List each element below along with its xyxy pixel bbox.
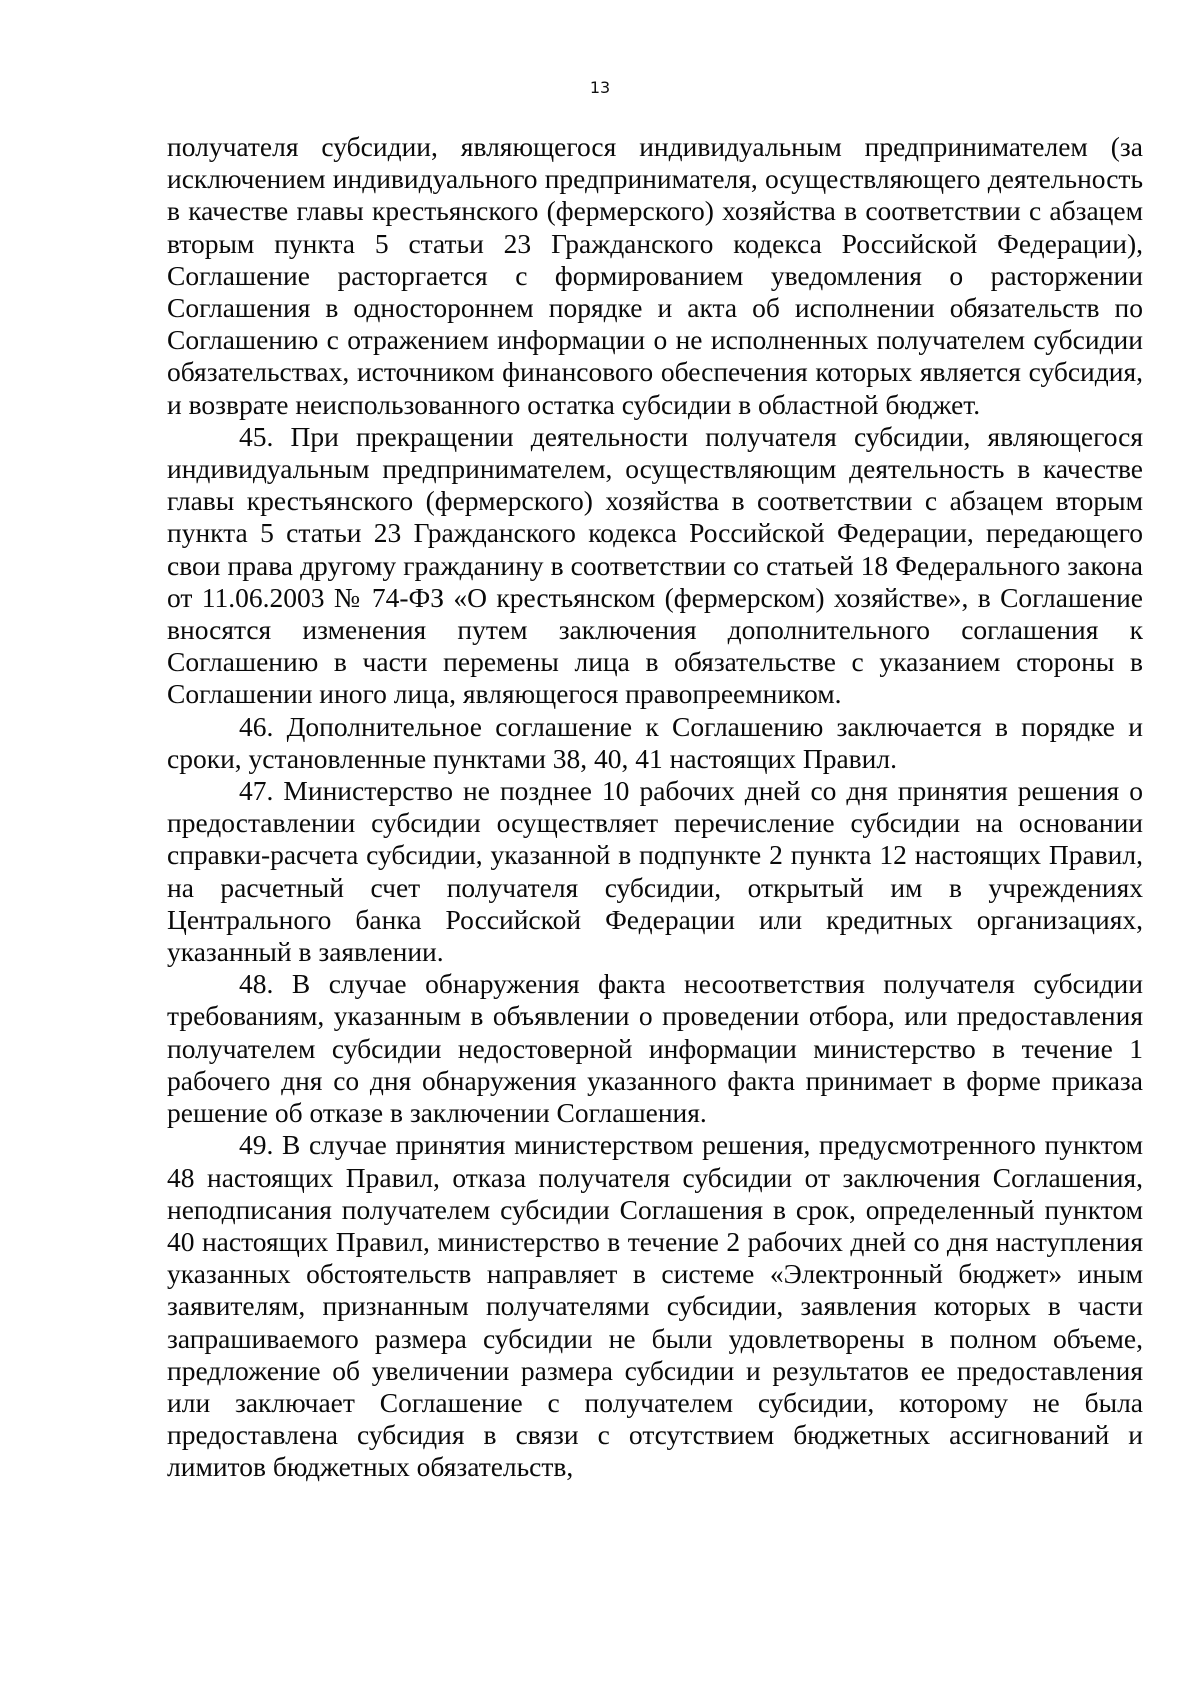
paragraph-45: 45. При прекращении деятельности получателя субсидии, являющегося индивидуальным предпринимателем, осуществляющим деятельность в качестве главы крестьянского (фермерского) хозяйства в соответствии с абзацем вторым пункта 5 статьи 23 Гражданского кодекса Российской Федерации, передающего свои права другому гражданину в соответствии со статьей 18 Федерального закона от 11.06.2003 № 74-ФЗ «О крестьянском (фермерском) хозяйстве», в Соглашение вносятся изменения путем заключения дополнительного соглашения к Соглашению в части перемены лица в обязательстве с указанием стороны в Соглашении иного лица, являющегося правопреемником. [167,420,1143,710]
document-body [167,131,1143,1484]
paragraph-47: 47. Министерство не позднее 10 рабочих дней со дня принятия решения о предоставлении субсидии осуществляет перечисление субсидии на основании справки-расчета субсидии, указанной в подпункте 2 пункта 12 настоящих Правил, на расчетный счет получателя субсидии, открытый им в учреждениях Центрального банка Российской Федерации или кредитных организациях, указанный в заявлении. [167,775,1143,968]
paragraph-49: 49. В случае принятия министерством решения, предусмотренного пунктом 48 настоящих Правил, отказа получателя субсидии от заключения Соглашения, неподписания получателем субсидии Соглашения в срок, определенный пунктом 40 настоящих Правил, министерство в течение 2 рабочих дней со дня наступления указанных обстоятельств направляет в системе «Электронный бюджет» иным заявителям, признанным получателями субсидии, заявления которых в части запрашиваемого размера субсидии не были удовлетворены в полном объеме, предложение об увеличении размера субсидии и результатов ее предоставления или заключает Соглашение с получателем субсидии, которому не была предоставлена субсидия в связи с отсутствием бюджетных ассигнований и лимитов бюджетных обязательств, [167,1129,1143,1483]
paragraph-continuation: получателя субсидии, являющегося индивидуальным предпринимателем (за исключением индивидуального предпринимателя, осуществляющего деятельность в качестве главы крестьянского (фермерского) хозяйства в соответствии с абзацем вторым пункта 5 статьи 23 Гражданского кодекса Российской Федерации), Соглашение расторгается с формированием уведомления о расторжении Соглашения в одностороннем порядке и акта об исполнении обязательств по Соглашению с отражением информации о не исполненных получателем субсидии обязательствах, источником финансового обеспечения которых является субсидия, и возврате неиспользованного остатка субсидии в областной бюджет. [167,131,1143,420]
page-number: 13 [589,78,611,97]
paragraph-48: 48. В случае обнаружения факта несоответствия получателя субсидии требованиям, указанным в объявлении о проведении отбора, или предоставления получателем субсидии недостоверной информации министерство в течение 1 рабочего дня со дня обнаружения указанного факта принимает в форме приказа решение об отказе в заключении Соглашения. [167,968,1143,1129]
paragraph-46: 46. Дополнительное соглашение к Соглашению заключается в порядке и сроки, установленные пунктами 38, 40, 41 настоящих Правил. [167,710,1143,774]
